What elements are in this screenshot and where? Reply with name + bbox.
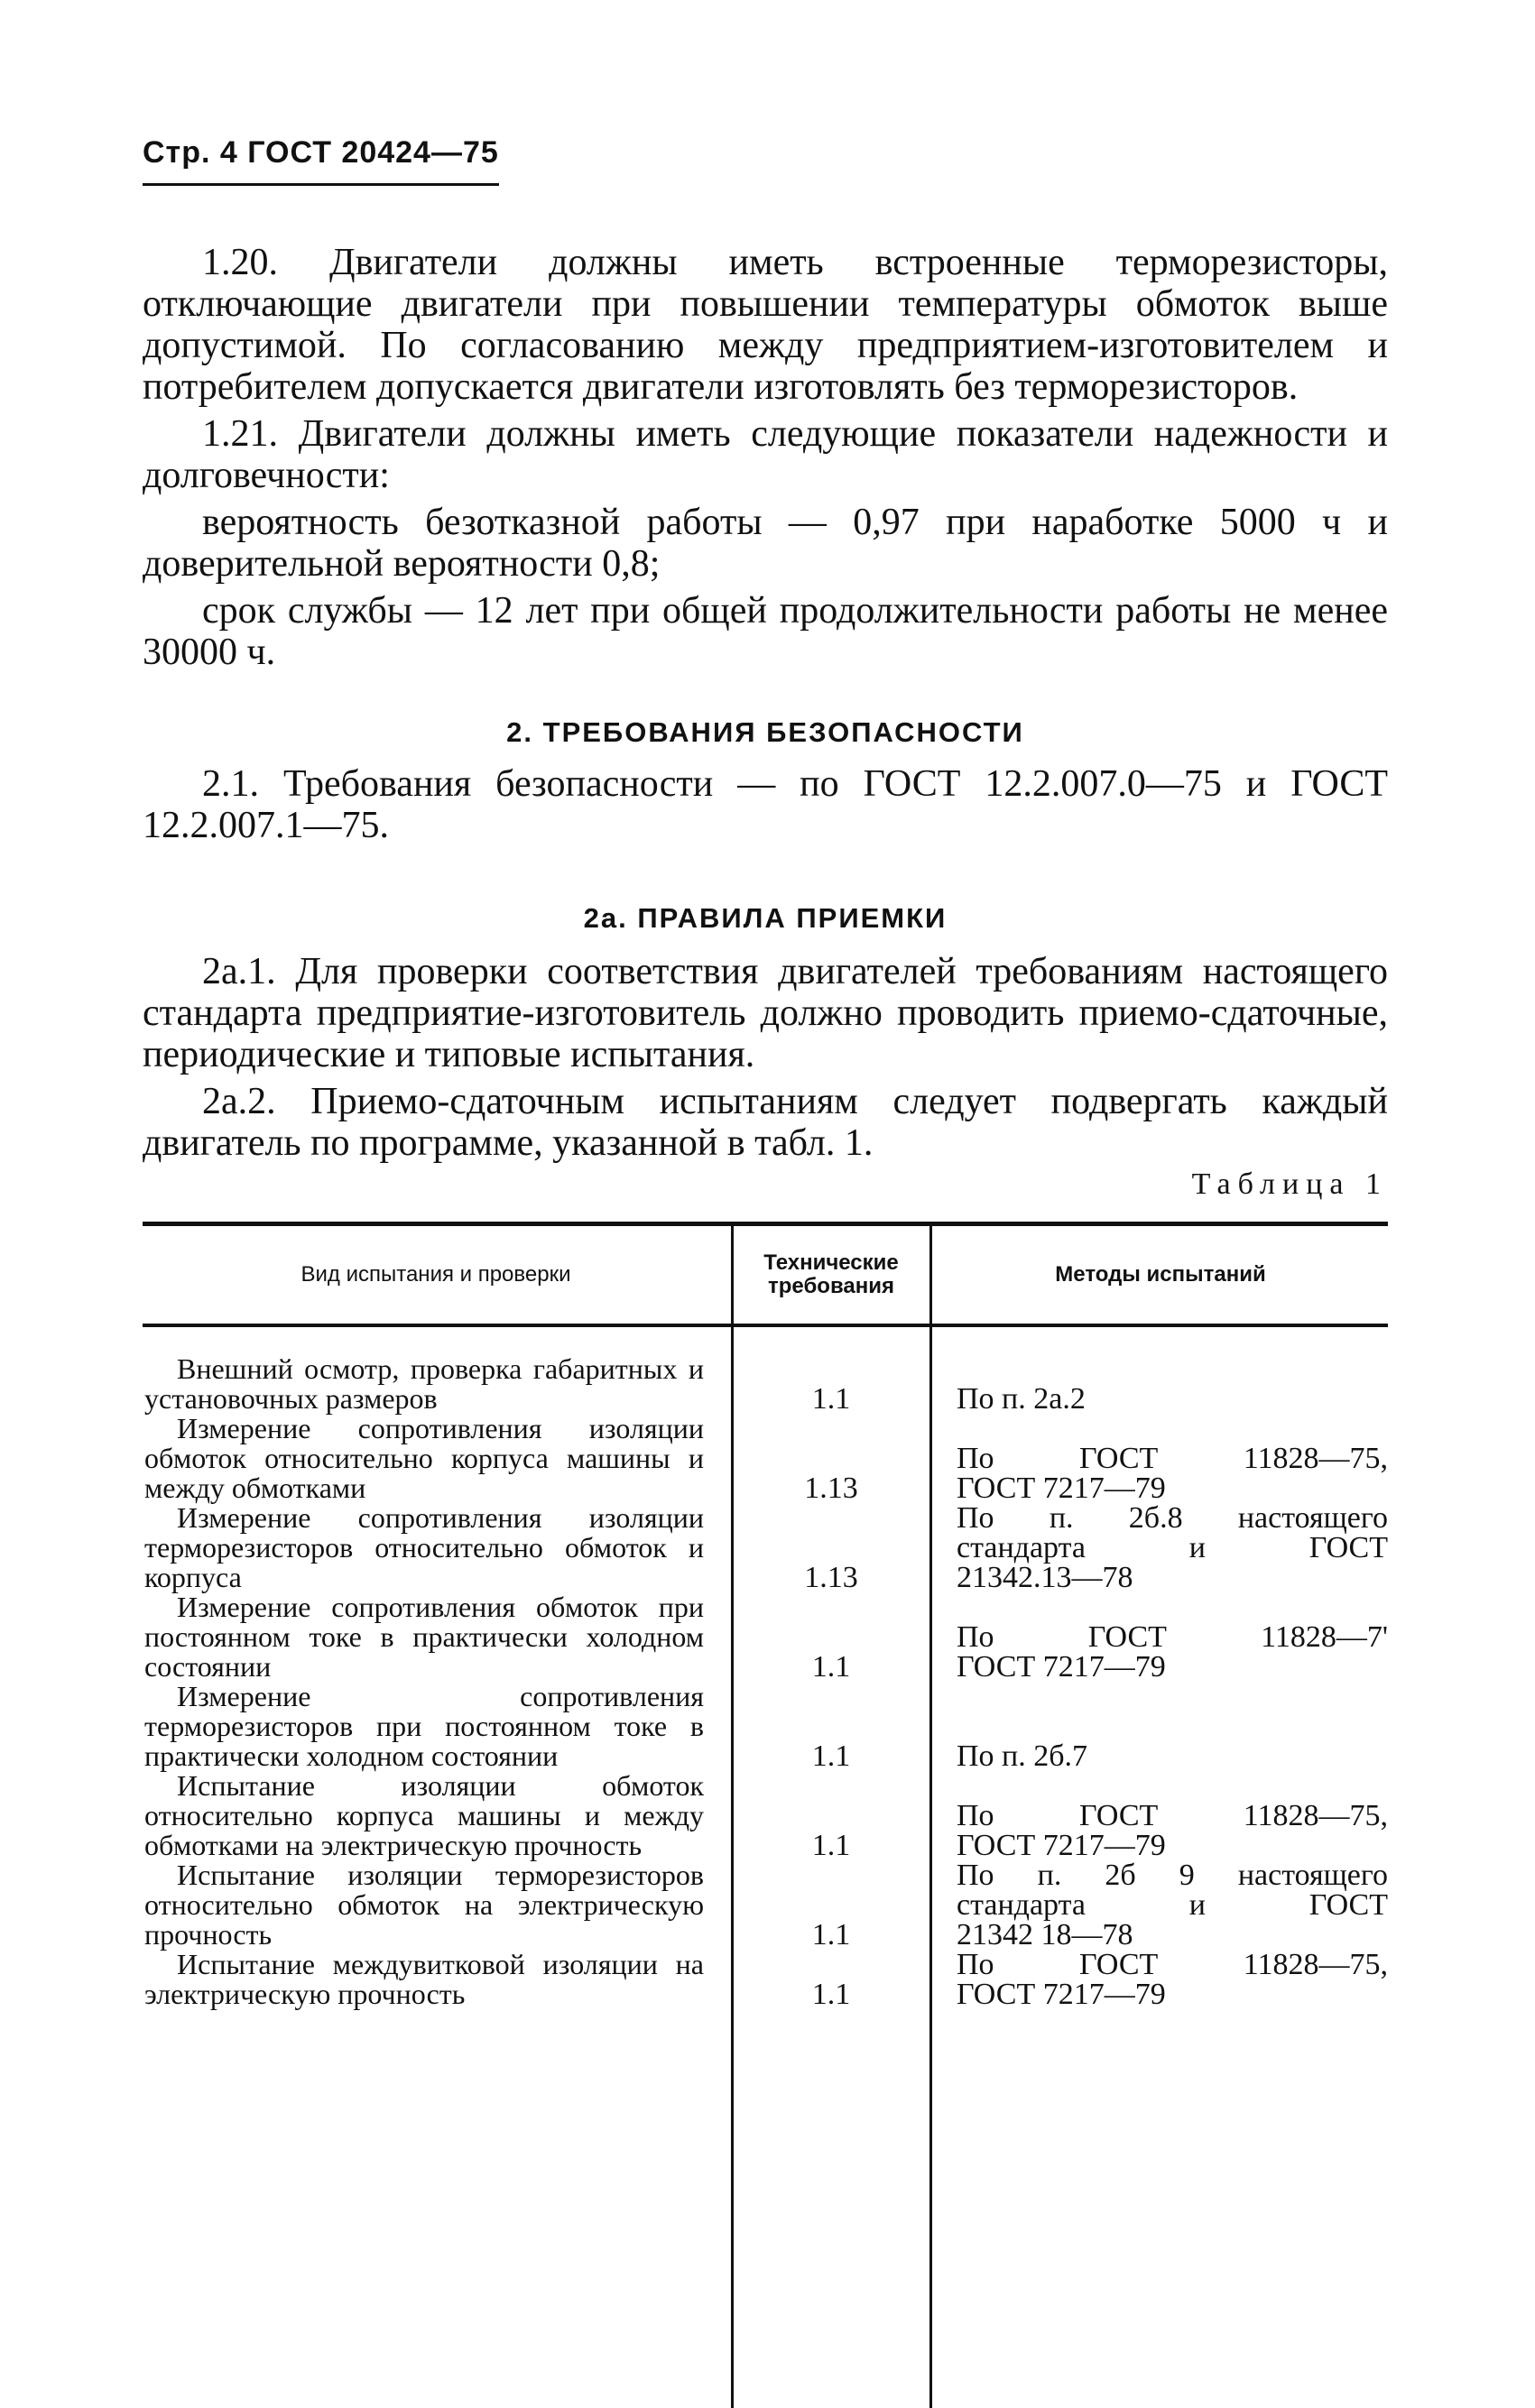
- requirement-cell: 1.1: [811, 1918, 851, 1951]
- requirement-cell: 1.13: [804, 1561, 858, 1594]
- test-name-cell: Измерение сопротивления терморезисторов при постоянном токе в практически холодном состоянии: [144, 1680, 704, 1772]
- paragraph-2a-2: 2а.2. Приемо-сдаточным испытаниям следует подвергать каждый двигатель по программе, указанной в табл. 1.: [143, 1081, 1388, 1164]
- table-caption: Таблица 1: [1191, 1167, 1388, 1201]
- method-cell: По п. 2б.8 настоящего стандарта и ГОСТ 21342.13—78: [957, 1501, 1388, 1594]
- paragraph-1-20: 1.20. Двигатели должны иметь встроенные терморезисторы, отключающие двигатели при повышении температуры обмоток выше допустимой. По согласованию между предприятием-изготовителем и потребителем допускается двигатели изготовлять без терморезисторов.: [143, 242, 1388, 408]
- table-row: [143, 1592, 1388, 1682]
- requirement-cell: 1.1: [811, 1650, 851, 1684]
- section-2a-title: 2а. ПРАВИЛА ПРИЕМКИ: [583, 902, 948, 934]
- test-name-cell: Испытание изоляции терморезисторов относительно обмоток на электрическую прочность: [144, 1859, 704, 1951]
- paragraph-2-1: 2.1. Требования безопасности — по ГОСТ 12.2.007.0—75 и ГОСТ 12.2.007.1—75.: [143, 763, 1388, 846]
- method-cell: По п. 2б.7: [957, 1739, 1088, 1773]
- column-header-test-methods: Методы испытаний: [1055, 1262, 1266, 1287]
- test-name-cell: Испытание изоляции обмоток относительно корпуса машины и между обмотками на электрическую прочность: [144, 1769, 704, 1861]
- page-header: Стр. 4 ГОСТ 20424—75: [143, 135, 499, 186]
- requirement-cell: 1.1: [811, 1382, 851, 1416]
- table-row: [143, 1860, 1388, 1950]
- requirement-cell: 1.1: [811, 1829, 851, 1862]
- method-cell: По ГОСТ 11828—7' ГОСТ 7217—79: [957, 1620, 1388, 1684]
- column-header-tech-requirements: Технические требования: [763, 1250, 899, 1298]
- paragraph-2a-1: 2а.1. Для проверки соответствия двигателей требованиям настоящего стандарта предприятие-изготовитель должно проводить приемо-сдаточные, периодические и типовые испытания.: [143, 951, 1388, 1075]
- table-body: [143, 1327, 1388, 2009]
- table-row: [143, 1950, 1388, 2009]
- tests-table: [143, 1222, 1388, 2009]
- section-2-title: 2. ТРЕБОВАНИЯ БЕЗОПАСНОСТИ: [506, 716, 1024, 748]
- document-page: [143, 135, 1388, 2009]
- method-cell: По ГОСТ 11828—75, ГОСТ 7217—79: [957, 1442, 1388, 1505]
- table-row: [143, 1682, 1388, 1771]
- table-row: [143, 1414, 1388, 1503]
- requirement-cell: 1.1: [811, 1739, 851, 1773]
- test-name-cell: Внешний осмотр, проверка габаритных и установочных размеров: [144, 1352, 704, 1415]
- column-header-test-type: Вид испытания и проверки: [301, 1262, 571, 1287]
- paragraph-1-21-service-life: срок службы — 12 лет при общей продолжительности работы не менее 30000 ч.: [143, 590, 1388, 673]
- paragraph-1-21-probability: вероятность безотказной работы — 0,97 при наработке 5000 ч и доверительной вероятности 0,8;: [143, 502, 1388, 585]
- table-row: [143, 1503, 1388, 1592]
- table-row: [143, 1354, 1388, 1414]
- test-name-cell: Измерение сопротивления изоляции обмоток относительно корпуса машины и между обмотками: [144, 1412, 704, 1504]
- table-header: [143, 1226, 1388, 1327]
- requirement-cell: 1.13: [804, 1472, 858, 1505]
- method-cell: По п. 2б 9 настоящего стандарта и ГОСТ 21342 18—78: [957, 1859, 1388, 1951]
- method-cell: По ГОСТ 11828—75, ГОСТ 7217—79: [957, 1948, 1388, 2011]
- requirement-cell: 1.1: [811, 1978, 851, 2011]
- test-name-cell: Испытание междувитковой изоляции на электрическую прочность: [144, 1948, 704, 2010]
- test-name-cell: Измерение сопротивления изоляции терморезисторов относительно обмоток и корпуса: [144, 1501, 704, 1593]
- table-row: [143, 1771, 1388, 1860]
- paragraph-1-21: 1.21. Двигатели должны иметь следующие показатели надежности и долговечности:: [143, 413, 1388, 496]
- test-name-cell: Измерение сопротивления обмоток при постоянном токе в практически холодном состоянии: [144, 1591, 704, 1683]
- method-cell: По ГОСТ 11828—75, ГОСТ 7217—79: [957, 1799, 1388, 1862]
- method-cell: По п. 2а.2: [957, 1382, 1086, 1416]
